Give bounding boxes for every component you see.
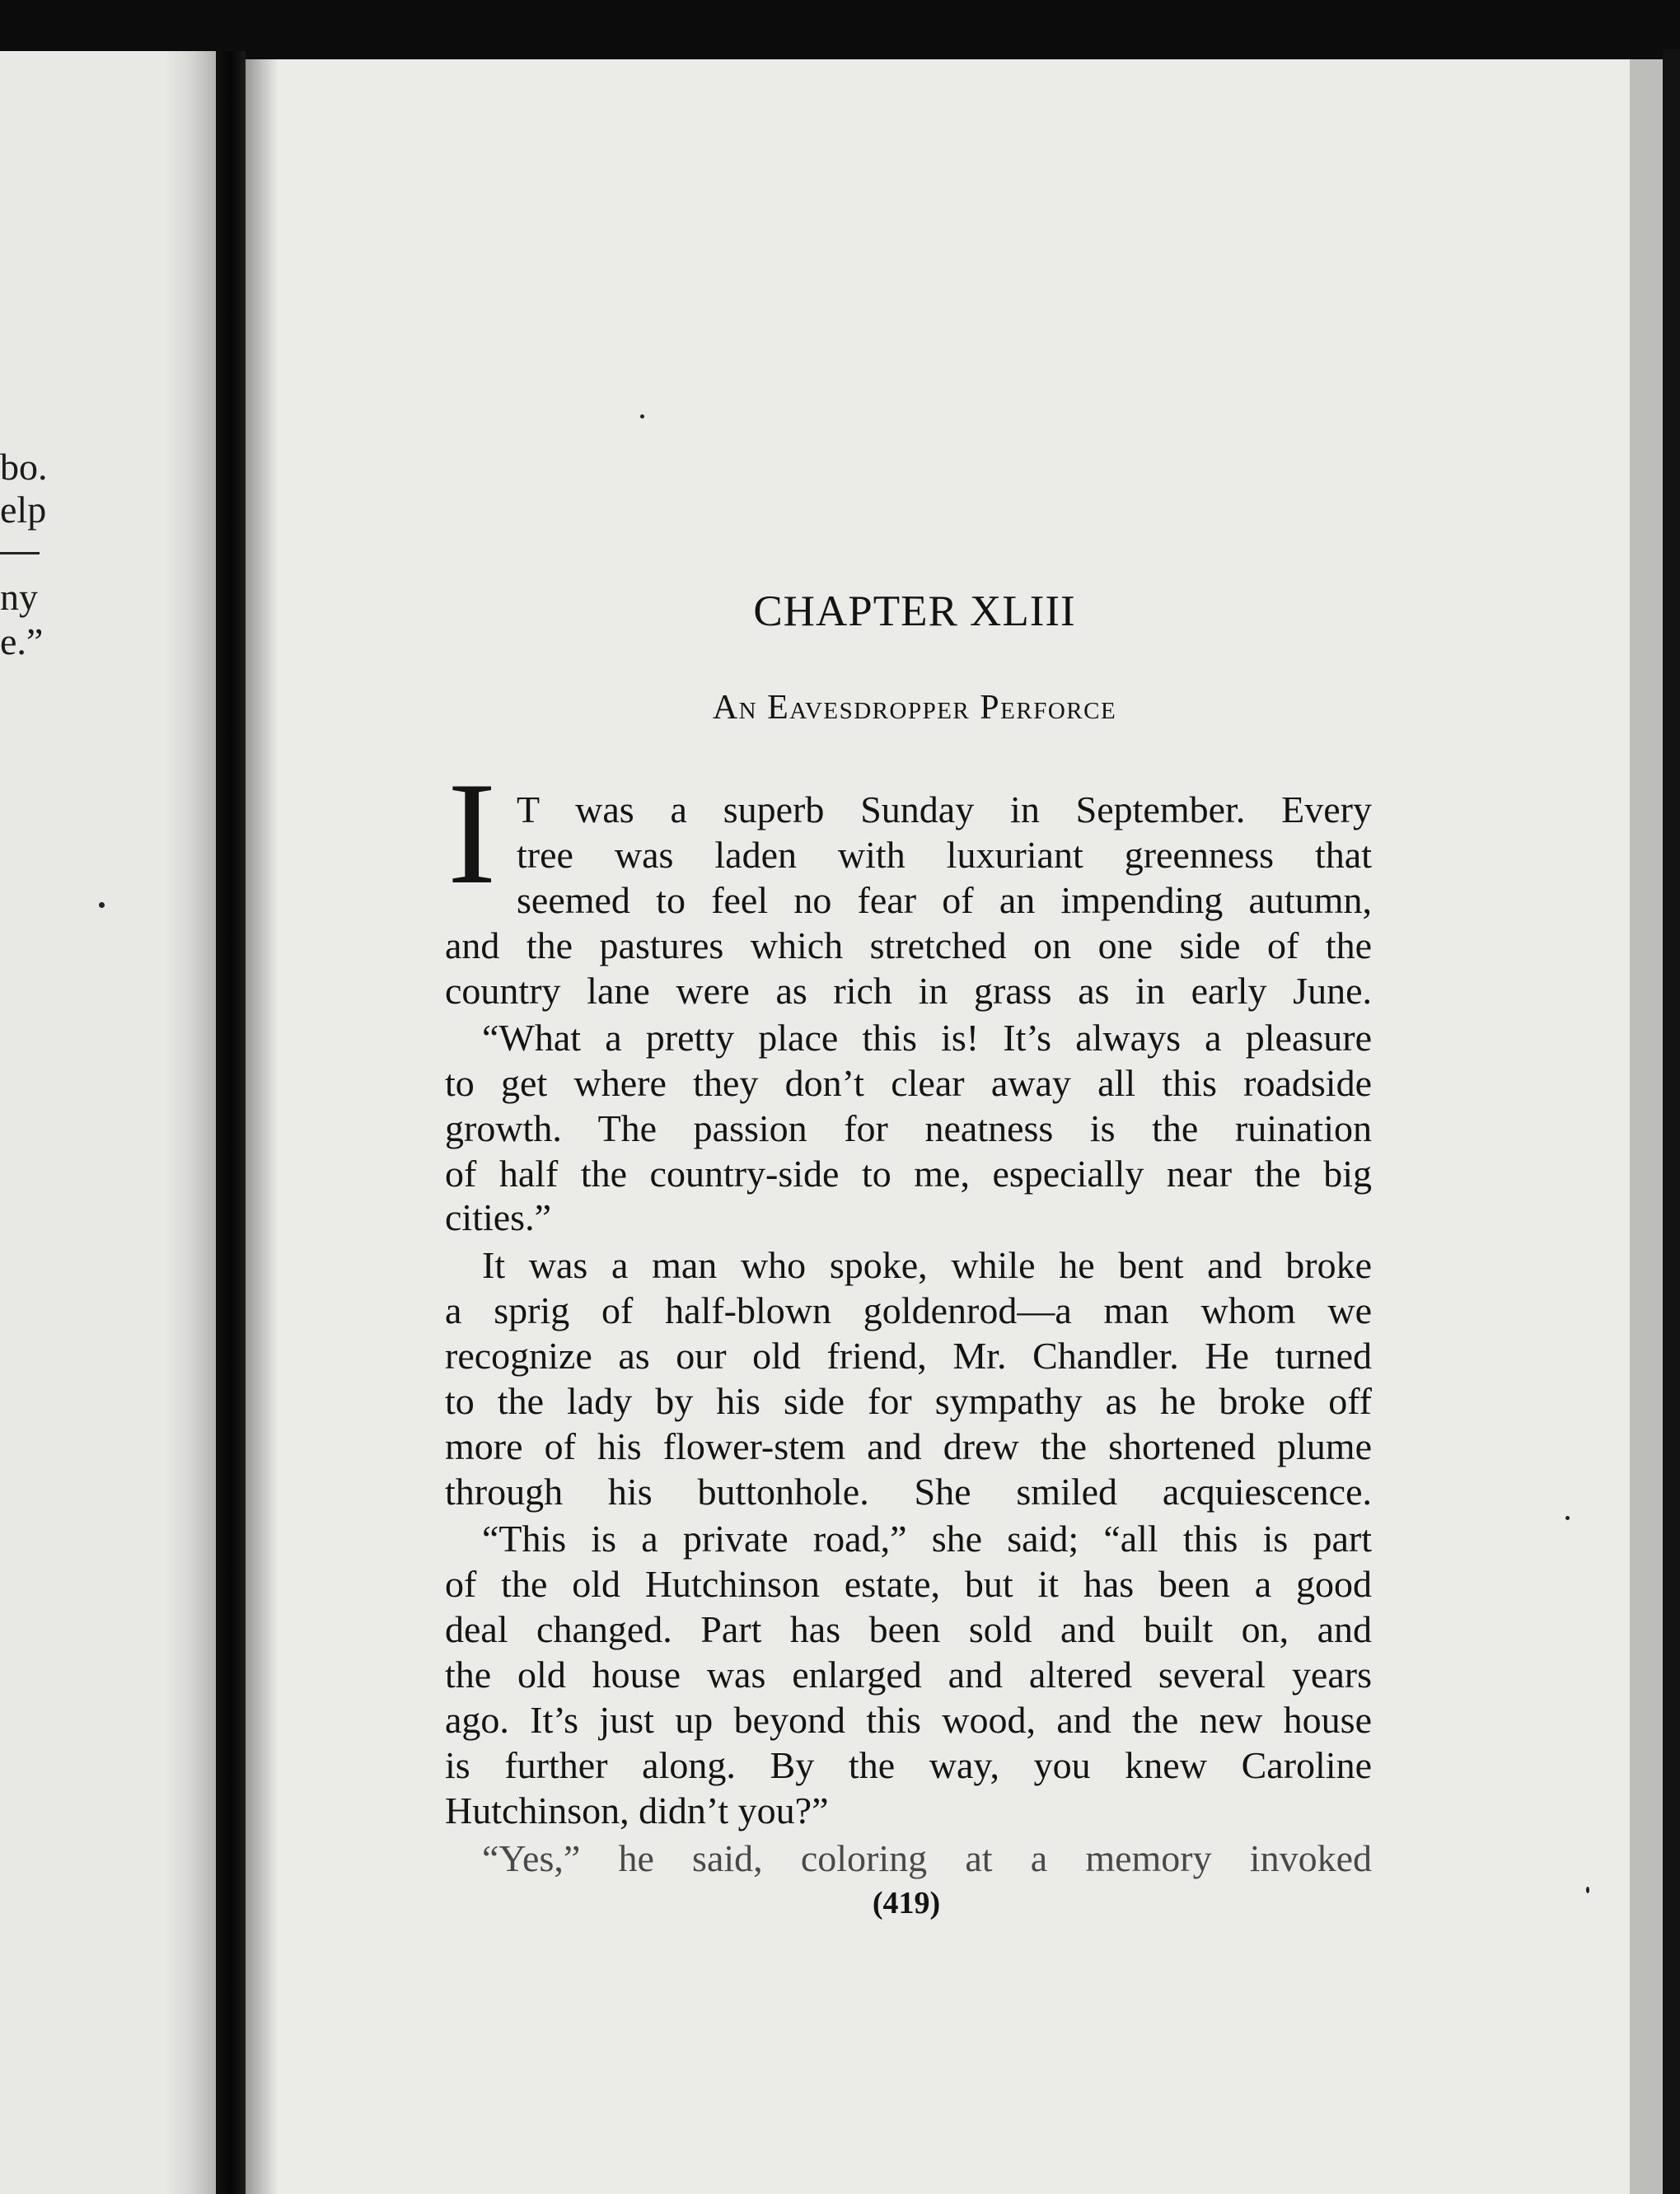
body-line: recognize as our old friend, Mr. Chandler. He turned <box>445 1335 1372 1377</box>
page-number: (419) <box>872 1886 941 1920</box>
body-line: tree was laden with luxuriant greenness that <box>517 834 1372 876</box>
facing-page-line: e.” <box>0 620 44 662</box>
body-line: T was a superb Sunday in September. Every <box>517 788 1372 830</box>
body-line: more of his flower-stem and drew the shortened plume <box>445 1425 1372 1467</box>
body-line: of half the country-side to me, especially near the big <box>445 1153 1372 1195</box>
facing-page-line: ny <box>0 576 38 618</box>
drop-cap: I <box>447 751 497 915</box>
body-line: country lane were as rich in grass as in early June. <box>445 970 1372 1012</box>
body-line: through his buttonhole. She smiled acquiescence. <box>445 1471 1372 1513</box>
facing-page-line: bo. <box>0 446 48 488</box>
scan-speck <box>640 414 644 419</box>
scan-speck <box>1586 1887 1589 1893</box>
body-line: and the pastures which stretched on one side of the <box>445 924 1372 966</box>
body-line: “This is a private road,” she said; “all this is part <box>482 1518 1372 1560</box>
body-line: the old house was enlarged and altered several years <box>445 1654 1372 1696</box>
body-line: cities.” <box>445 1196 551 1238</box>
body-line: a sprig of half-blown goldenrod—a man whom we <box>445 1289 1372 1331</box>
facing-page-line: elp <box>0 489 47 531</box>
page-stack-edge <box>1630 59 1663 2194</box>
body-line: seemed to feel no fear of an impending autumn, <box>517 879 1372 921</box>
body-line: deal changed. Part has been sold and built on, and <box>445 1608 1372 1650</box>
facing-page-rule <box>0 552 40 554</box>
body-line: “Yes,” he said, coloring at a memory invoked <box>482 1837 1372 1879</box>
scan-border <box>1663 49 1680 2194</box>
body-line: to get where they don’t clear away all this roadside <box>445 1062 1372 1104</box>
body-line: to the lady by his side for sympathy as he broke off <box>445 1380 1372 1422</box>
body-line: is further along. By the way, you knew Caroline <box>445 1744 1372 1786</box>
page-edge-shadow <box>246 59 278 2194</box>
body-line: of the old Hutchinson estate, but it has been a good <box>445 1563 1372 1605</box>
chapter-subtitle: An Eavesdropper Perforce <box>712 689 1117 727</box>
body-line: It was a man who spoke, while he bent and broke <box>482 1244 1372 1286</box>
scan-speck <box>1565 1516 1570 1520</box>
body-line: growth. The passion for neatness is the ruination <box>445 1107 1372 1149</box>
scan-speck <box>99 902 105 908</box>
book-binding <box>216 51 246 2194</box>
chapter-title: CHAPTER XLIII <box>753 587 1076 635</box>
body-line: ago. It’s just up beyond this wood, and the new house <box>445 1699 1372 1741</box>
body-line: “What a pretty place this is! It’s always a pleasure <box>482 1017 1372 1059</box>
body-line: Hutchinson, didn’t you?” <box>445 1789 829 1831</box>
